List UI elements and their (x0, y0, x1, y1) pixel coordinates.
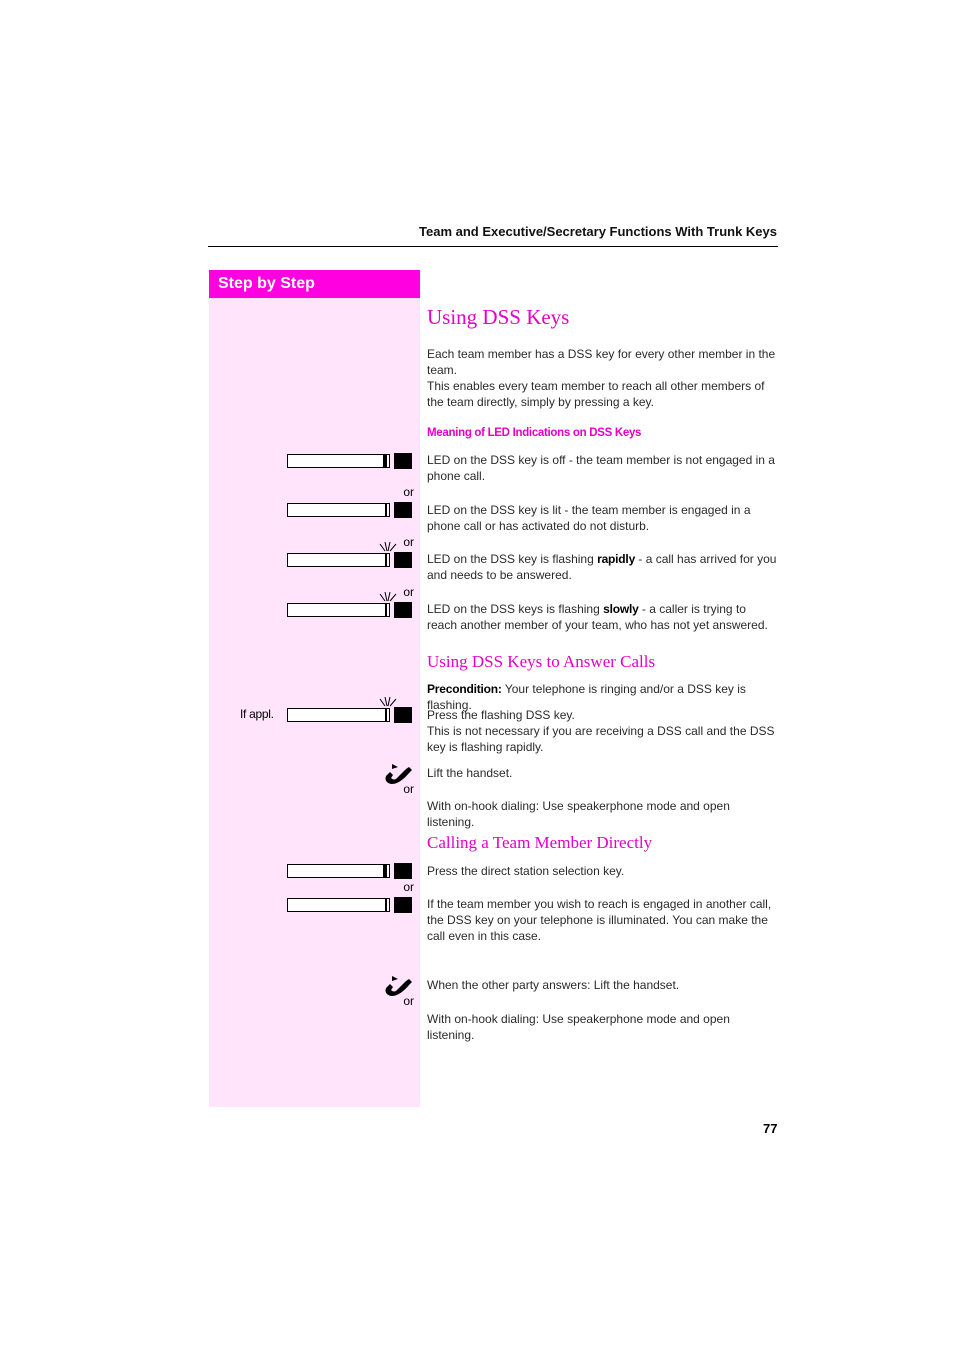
direct-station-key[interactable] (287, 863, 413, 879)
press-flashing-note: This is not necessary if you are receiving a DSS call and the DSS key is flashing rapidly. (427, 724, 775, 754)
or-label: or (403, 994, 414, 1008)
page-number: 77 (763, 1121, 778, 1136)
running-header: Team and Executive/Secretary Functions With Trunk Keys (419, 224, 777, 239)
press-flashing-text: Press the flashing DSS key. (427, 708, 575, 722)
section-title-calling-directly: Calling a Team Member Directly (427, 833, 653, 852)
dss-key-led-lit (287, 502, 413, 518)
or-label: or (403, 782, 414, 796)
step-by-step-label: Step by Step (209, 270, 420, 298)
dss-key-flashing-rapidly (287, 552, 413, 568)
or-label: or (403, 880, 414, 894)
led-off-text: LED on the DSS key is off - the team member is not engaged in a phone call. (427, 453, 775, 483)
led-slow-text: LED on the DSS keys is flashing slowly - a caller is trying to reach another member of your team, who has not yet answered. (427, 602, 768, 632)
onhook-text: With on-hook dialing: Use speakerphone mode and open listening. (427, 799, 730, 829)
direct-station-key-lit[interactable] (287, 897, 413, 913)
flash-icon (377, 697, 399, 707)
press-dss-text: Press the direct station selection key. (427, 864, 625, 878)
or-label: or (403, 585, 414, 599)
led-lit-text: LED on the DSS key is lit - the team member is engaged in a phone call or has activated do not disturb. (427, 503, 751, 533)
flashing-dss-key[interactable] (287, 707, 413, 723)
flash-slow-icon (377, 592, 399, 602)
or-label: or (403, 535, 414, 549)
intro-paragraph-2: This enables every team member to reach all other members of the team directly, simply by pressing a key. (427, 379, 765, 409)
onhook-text-2: With on-hook dialing: Use speakerphone mode and open listening. (427, 1012, 730, 1042)
answer-text: When the other party answers: Lift the handset. (427, 978, 680, 992)
led-rapid-text: LED on the DSS key is flashing rapidly - a call has arrived for you and needs to be answered. (427, 552, 777, 582)
engaged-text: If the team member you wish to reach is engaged in another call, the DSS key on your telephone is illuminated. You can make the call even in this case. (427, 897, 772, 943)
section-title-using-dss-keys: Using DSS Keys (427, 305, 570, 329)
lift-handset-text: Lift the handset. (427, 766, 513, 780)
section-title-answer-calls: Using DSS Keys to Answer Calls (427, 652, 656, 671)
if-appl-label: If appl. (240, 707, 274, 721)
header-rule (208, 246, 778, 247)
or-label: or (403, 485, 414, 499)
led-subheading: Meaning of LED Indications on DSS Keys (427, 427, 642, 439)
flash-rapid-icon (377, 542, 399, 552)
dss-key-led-off (287, 453, 413, 469)
precondition-text: Precondition: Your telephone is ringing and/or a DSS key is flashing. (427, 682, 746, 712)
intro-paragraph-1: Each team member has a DSS key for every other member in the team. (427, 347, 776, 377)
dss-key-flashing-slowly (287, 602, 413, 618)
